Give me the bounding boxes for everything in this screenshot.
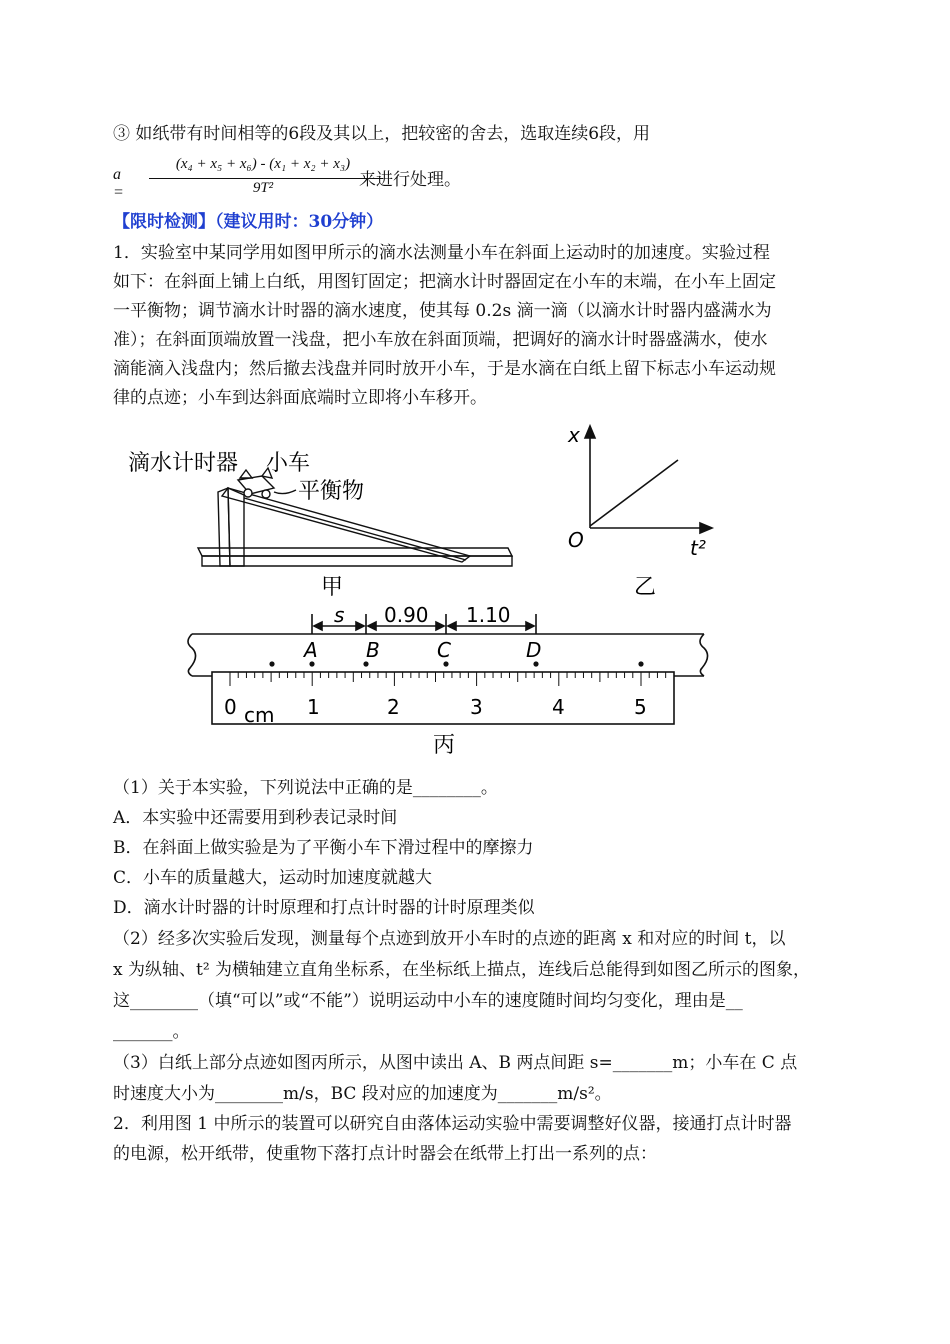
label-seg-bc: 0.90 [384, 603, 429, 627]
caption-jia: 甲 [321, 575, 344, 600]
label-unit-cm: cm [244, 703, 275, 727]
experiment-figure [0, 415, 950, 770]
label-cart: 小车 [266, 451, 311, 476]
label-drip-timer: 滴水计时器 [128, 451, 239, 476]
label-point-a: A [304, 638, 318, 662]
q1-sub2-line: _______。 [113, 1022, 190, 1042]
q1-text-line: 滴能滴入浅盘内；然后撤去浅盘并同时放开小车，于是水滴在白纸上留下标志小车运动规 [113, 359, 776, 379]
intro-line: ③ 如纸带有时间相等的6段及其以上，把较密的舍去，选取连续6段，用 [113, 124, 651, 144]
label-origin: O [568, 528, 584, 552]
formula-suffix: 来进行处理。 [359, 170, 461, 190]
tape-dots [269, 661, 643, 666]
ruler-number: 0 [224, 695, 237, 719]
option-d: D．滴水计时器的计时原理和打点计时器的计时原理类似 [113, 898, 535, 918]
label-point-b: B [366, 638, 380, 662]
ruler-number: 4 [552, 695, 565, 719]
y-axis-arrow [585, 426, 595, 438]
formula-numerator: (x₄ + x₅ + x₆) - (x₁ + x₂ + x₃) [175, 156, 351, 172]
tape-dot [363, 661, 368, 666]
graph-line [590, 460, 678, 526]
q1-text-line: 准）；在斜面顶端放置一浅盘，把小车放在斜面顶端，把调好的滴水计时器盛满水，使水 [113, 330, 768, 350]
option-c: C．小车的质量越大，运动时加速度就越大 [113, 868, 433, 888]
q1-sub3-line: 时速度大小为________m/s，BC 段对应的加速度为_______m/s²。 [113, 1084, 612, 1104]
option-b: B．在斜面上做实验是为了平衡小车下滑过程中的摩擦力 [113, 838, 534, 858]
q1-sub3-line: （3）白纸上部分点迹如图丙所示，从图中读出 A、B 两点间距 s=_______m；小车在 C 点 [113, 1053, 798, 1073]
ruler-number: 1 [307, 695, 320, 719]
ruler-body [212, 672, 674, 724]
q1-sub2-line: （2）经多次实验后发现，测量每个点迹到放开小车时的点迹的距离 x 和对应的时间 t，以 [113, 929, 786, 949]
label-point-c: C [437, 638, 451, 662]
figure-yi [585, 426, 712, 533]
section-header: 【限时检测】（建议用时：30分钟） [113, 212, 384, 232]
tape-right-edge [700, 634, 708, 676]
q1-sub1-stem: （1）关于本实验，下列说法中正确的是________。 [113, 778, 498, 798]
q1-text-line: 如下：在斜面上铺上白纸，用图钉固定；把滴水计时器固定在小车的末端，在小车上固定 [113, 272, 776, 292]
tape-dot [443, 661, 448, 666]
q1-sub2-line: 这________（填“可以”或“不能”）说明运动中小车的速度随时间均匀变化，理由是__ [113, 991, 743, 1011]
q1-sub2-line: x 为纵轴、t² 为横轴建立直角坐标系，在坐标纸上描点，连线后总能得到如图乙所示的图象， [113, 960, 811, 980]
tape-dot [638, 661, 643, 666]
caption-bing: 丙 [433, 733, 456, 758]
base-board-front [202, 556, 512, 566]
x-axis-arrow [700, 523, 712, 533]
label-seg-s: s [334, 603, 345, 627]
label-y-x: x [568, 423, 580, 447]
formula-lhs: a = [113, 166, 124, 201]
formula-denominator: 9T² [252, 180, 274, 196]
q1-text-line: 1．实验室中某同学用如图甲所示的滴水法测量小车在斜面上运动时的加速度。实验过程 [113, 243, 770, 263]
label-seg-cd: 1.10 [466, 603, 511, 627]
ruler-number: 2 [387, 695, 400, 719]
q1-text-line: 一平衡物；调节滴水计时器的滴水速度，使其每 0.2s 滴一滴（以滴水计时器内盛满水为 [113, 301, 772, 321]
tape-dot [309, 661, 314, 666]
balance-leader [274, 490, 296, 494]
label-x-t2: t² [690, 536, 706, 560]
caption-yi: 乙 [634, 575, 657, 600]
ruler-number: 5 [634, 695, 647, 719]
label-point-d: D [526, 638, 542, 662]
q1-text-line: 律的点迹；小车到达斜面底端时立即将小车移开。 [113, 388, 487, 408]
ruler-number: 3 [470, 695, 483, 719]
label-balance: 平衡物 [298, 479, 365, 504]
option-a: A．本实验中还需要用到秒表记录时间 [113, 808, 398, 828]
tape-dot [533, 661, 538, 666]
tape-dot [269, 661, 274, 666]
tape-left-edge [188, 634, 196, 676]
q2-text-line: 的电源，松开纸带，使重物下落打点计时器会在纸带上打出一系列的点： [113, 1144, 657, 1164]
q2-text-line: 2．利用图 1 中所示的装置可以研究自由落体运动实验中需要调整好仪器，接通打点计时器 [113, 1114, 792, 1134]
